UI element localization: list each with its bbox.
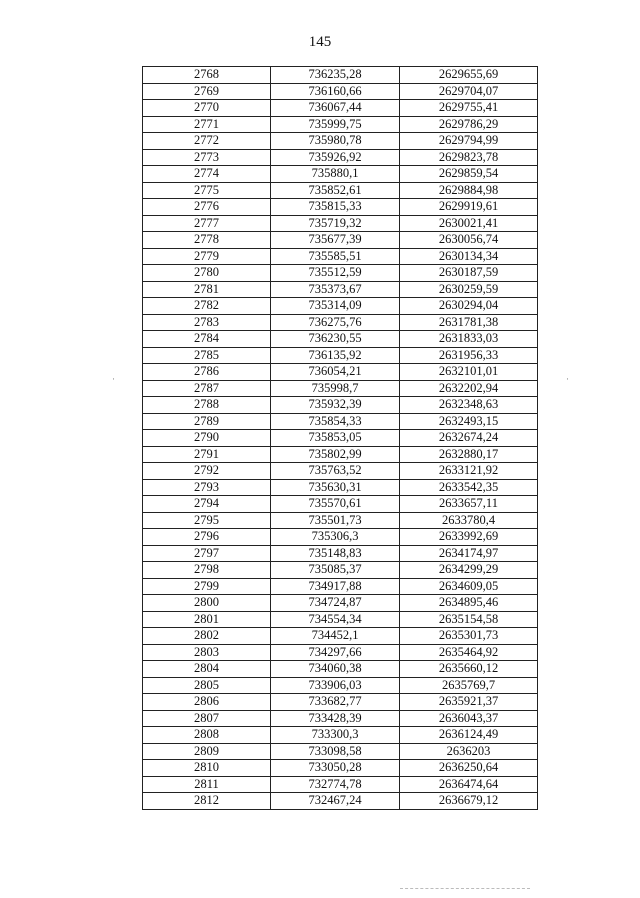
- point-number-cell: 2804: [143, 661, 271, 678]
- point-number-cell: 2779: [143, 248, 271, 265]
- point-number-cell: 2794: [143, 496, 271, 513]
- table-row: [143, 133, 538, 150]
- y-coordinate-cell: 2629859,54: [400, 166, 538, 183]
- y-coordinate-cell: 2629884,98: [400, 182, 538, 199]
- x-coordinate-cell: 735585,51: [271, 248, 400, 265]
- table-row: [143, 67, 538, 84]
- x-coordinate-cell: 735148,83: [271, 545, 400, 562]
- y-coordinate-cell: 2635464,92: [400, 644, 538, 661]
- point-number-cell: 2770: [143, 100, 271, 117]
- x-coordinate-cell: 735998,7: [271, 380, 400, 397]
- table-row: [143, 116, 538, 133]
- y-coordinate-cell: 2636250,64: [400, 760, 538, 777]
- y-coordinate-cell: 2629704,07: [400, 83, 538, 100]
- y-coordinate-cell: 2631781,38: [400, 314, 538, 331]
- table-row: [143, 298, 538, 315]
- y-coordinate-cell: 2632348,63: [400, 397, 538, 414]
- point-number-cell: 2805: [143, 677, 271, 694]
- x-coordinate-cell: 733428,39: [271, 710, 400, 727]
- x-coordinate-cell: 734724,87: [271, 595, 400, 612]
- x-coordinate-cell: 733050,28: [271, 760, 400, 777]
- scan-speck-right: ·: [566, 374, 569, 384]
- y-coordinate-cell: 2632674,24: [400, 430, 538, 447]
- y-coordinate-cell: 2635154,58: [400, 611, 538, 628]
- table-row: [143, 314, 538, 331]
- x-coordinate-cell: 735512,59: [271, 265, 400, 282]
- point-number-cell: 2782: [143, 298, 271, 315]
- y-coordinate-cell: 2633657,11: [400, 496, 538, 513]
- table-row: [143, 149, 538, 166]
- table-row: [143, 380, 538, 397]
- table-row: [143, 611, 538, 628]
- point-number-cell: 2790: [143, 430, 271, 447]
- table-row: [143, 529, 538, 546]
- y-coordinate-cell: 2633542,35: [400, 479, 538, 496]
- x-coordinate-cell: 735853,05: [271, 430, 400, 447]
- y-coordinate-cell: 2630021,41: [400, 215, 538, 232]
- y-coordinate-cell: 2634609,05: [400, 578, 538, 595]
- x-coordinate-cell: 735570,61: [271, 496, 400, 513]
- y-coordinate-cell: 2635921,37: [400, 694, 538, 711]
- table-row: [143, 776, 538, 793]
- x-coordinate-cell: 734554,34: [271, 611, 400, 628]
- table-row: [143, 562, 538, 579]
- x-coordinate-cell: 735306,3: [271, 529, 400, 546]
- point-number-cell: 2803: [143, 644, 271, 661]
- y-coordinate-cell: 2635301,73: [400, 628, 538, 645]
- point-number-cell: 2775: [143, 182, 271, 199]
- x-coordinate-cell: 734060,38: [271, 661, 400, 678]
- y-coordinate-cell: 2630294,04: [400, 298, 538, 315]
- coordinates-table-body: [143, 67, 538, 810]
- point-number-cell: 2795: [143, 512, 271, 529]
- x-coordinate-cell: 736235,28: [271, 67, 400, 84]
- point-number-cell: 2787: [143, 380, 271, 397]
- point-number-cell: 2798: [143, 562, 271, 579]
- table-row: [143, 215, 538, 232]
- table-row: [143, 512, 538, 529]
- table-row: [143, 694, 538, 711]
- table-row: [143, 479, 538, 496]
- y-coordinate-cell: 2635769,7: [400, 677, 538, 694]
- y-coordinate-cell: 2629794,99: [400, 133, 538, 150]
- table-row: [143, 182, 538, 199]
- y-coordinate-cell: 2636124,49: [400, 727, 538, 744]
- point-number-cell: 2769: [143, 83, 271, 100]
- point-number-cell: 2796: [143, 529, 271, 546]
- y-coordinate-cell: 2634299,29: [400, 562, 538, 579]
- y-coordinate-cell: 2634174,97: [400, 545, 538, 562]
- point-number-cell: 2776: [143, 199, 271, 216]
- x-coordinate-cell: 735880,1: [271, 166, 400, 183]
- table-row: [143, 595, 538, 612]
- point-number-cell: 2809: [143, 743, 271, 760]
- point-number-cell: 2799: [143, 578, 271, 595]
- table-row: [143, 644, 538, 661]
- table-row: [143, 578, 538, 595]
- table-row: [143, 628, 538, 645]
- table-row: [143, 677, 538, 694]
- scan-edge-mark: [400, 888, 530, 889]
- y-coordinate-cell: 2629919,61: [400, 199, 538, 216]
- x-coordinate-cell: 735373,67: [271, 281, 400, 298]
- point-number-cell: 2778: [143, 232, 271, 249]
- point-number-cell: 2797: [143, 545, 271, 562]
- x-coordinate-cell: 735932,39: [271, 397, 400, 414]
- x-coordinate-cell: 736067,44: [271, 100, 400, 117]
- table-row: [143, 727, 538, 744]
- y-coordinate-cell: 2633780,4: [400, 512, 538, 529]
- x-coordinate-cell: 733682,77: [271, 694, 400, 711]
- x-coordinate-cell: 735815,33: [271, 199, 400, 216]
- x-coordinate-cell: 736135,92: [271, 347, 400, 364]
- point-number-cell: 2802: [143, 628, 271, 645]
- table-row: [143, 463, 538, 480]
- x-coordinate-cell: 733300,3: [271, 727, 400, 744]
- point-number-cell: 2781: [143, 281, 271, 298]
- x-coordinate-cell: 735852,61: [271, 182, 400, 199]
- point-number-cell: 2811: [143, 776, 271, 793]
- point-number-cell: 2777: [143, 215, 271, 232]
- x-coordinate-cell: 735630,31: [271, 479, 400, 496]
- y-coordinate-cell: 2633121,92: [400, 463, 538, 480]
- y-coordinate-cell: 2636043,37: [400, 710, 538, 727]
- y-coordinate-cell: 2630134,34: [400, 248, 538, 265]
- point-number-cell: 2791: [143, 446, 271, 463]
- point-number-cell: 2792: [143, 463, 271, 480]
- x-coordinate-cell: 736054,21: [271, 364, 400, 381]
- x-coordinate-cell: 733098,58: [271, 743, 400, 760]
- x-coordinate-cell: 736275,76: [271, 314, 400, 331]
- point-number-cell: 2772: [143, 133, 271, 150]
- point-number-cell: 2800: [143, 595, 271, 612]
- table-row: [143, 760, 538, 777]
- table-row: [143, 496, 538, 513]
- point-number-cell: 2801: [143, 611, 271, 628]
- x-coordinate-cell: 735854,33: [271, 413, 400, 430]
- point-number-cell: 2768: [143, 67, 271, 84]
- table-row: [143, 265, 538, 282]
- point-number-cell: 2784: [143, 331, 271, 348]
- y-coordinate-cell: 2629655,69: [400, 67, 538, 84]
- scan-speck-left: ·: [112, 374, 115, 384]
- point-number-cell: 2771: [143, 116, 271, 133]
- table-row: [143, 248, 538, 265]
- table-row: [143, 232, 538, 249]
- table-row: [143, 430, 538, 447]
- table-row: [143, 743, 538, 760]
- point-number-cell: 2812: [143, 793, 271, 810]
- y-coordinate-cell: 2634895,46: [400, 595, 538, 612]
- x-coordinate-cell: 735677,39: [271, 232, 400, 249]
- y-coordinate-cell: 2636203: [400, 743, 538, 760]
- table-row: [143, 347, 538, 364]
- point-number-cell: 2793: [143, 479, 271, 496]
- y-coordinate-cell: 2629755,41: [400, 100, 538, 117]
- table-row: [143, 446, 538, 463]
- point-number-cell: 2807: [143, 710, 271, 727]
- y-coordinate-cell: 2636474,64: [400, 776, 538, 793]
- x-coordinate-cell: 735980,78: [271, 133, 400, 150]
- y-coordinate-cell: 2632101,01: [400, 364, 538, 381]
- y-coordinate-cell: 2632202,94: [400, 380, 538, 397]
- point-number-cell: 2773: [143, 149, 271, 166]
- table-row: [143, 710, 538, 727]
- table-row: [143, 83, 538, 100]
- table-row: [143, 199, 538, 216]
- y-coordinate-cell: 2633992,69: [400, 529, 538, 546]
- x-coordinate-cell: 736160,66: [271, 83, 400, 100]
- x-coordinate-cell: 735802,99: [271, 446, 400, 463]
- table-row: [143, 413, 538, 430]
- point-number-cell: 2774: [143, 166, 271, 183]
- y-coordinate-cell: 2630259,59: [400, 281, 538, 298]
- x-coordinate-cell: 735926,92: [271, 149, 400, 166]
- y-coordinate-cell: 2632880,17: [400, 446, 538, 463]
- point-number-cell: 2808: [143, 727, 271, 744]
- x-coordinate-cell: 734917,88: [271, 578, 400, 595]
- point-number-cell: 2806: [143, 694, 271, 711]
- x-coordinate-cell: 735763,52: [271, 463, 400, 480]
- y-coordinate-cell: 2631833,03: [400, 331, 538, 348]
- page-number: 145: [308, 34, 332, 50]
- x-coordinate-cell: 735314,09: [271, 298, 400, 315]
- point-number-cell: 2789: [143, 413, 271, 430]
- y-coordinate-cell: 2630056,74: [400, 232, 538, 249]
- point-number-cell: 2780: [143, 265, 271, 282]
- table-row: [143, 661, 538, 678]
- table-row: [143, 545, 538, 562]
- point-number-cell: 2786: [143, 364, 271, 381]
- x-coordinate-cell: 734452,1: [271, 628, 400, 645]
- x-coordinate-cell: 736230,55: [271, 331, 400, 348]
- table-row: [143, 331, 538, 348]
- x-coordinate-cell: 735719,32: [271, 215, 400, 232]
- x-coordinate-cell: 733906,03: [271, 677, 400, 694]
- x-coordinate-cell: 732774,78: [271, 776, 400, 793]
- y-coordinate-cell: 2631956,33: [400, 347, 538, 364]
- point-number-cell: 2785: [143, 347, 271, 364]
- point-number-cell: 2783: [143, 314, 271, 331]
- x-coordinate-cell: 735999,75: [271, 116, 400, 133]
- x-coordinate-cell: 735085,37: [271, 562, 400, 579]
- table-row: [143, 100, 538, 117]
- x-coordinate-cell: 732467,24: [271, 793, 400, 810]
- table-row: [143, 166, 538, 183]
- table-row: [143, 793, 538, 810]
- x-coordinate-cell: 735501,73: [271, 512, 400, 529]
- point-number-cell: 2810: [143, 760, 271, 777]
- y-coordinate-cell: 2629823,78: [400, 149, 538, 166]
- table-row: [143, 364, 538, 381]
- y-coordinate-cell: 2635660,12: [400, 661, 538, 678]
- y-coordinate-cell: 2629786,29: [400, 116, 538, 133]
- y-coordinate-cell: 2636679,12: [400, 793, 538, 810]
- x-coordinate-cell: 734297,66: [271, 644, 400, 661]
- table-row: [143, 397, 538, 414]
- table-row: [143, 281, 538, 298]
- y-coordinate-cell: 2632493,15: [400, 413, 538, 430]
- coordinates-table: [142, 66, 538, 810]
- point-number-cell: 2788: [143, 397, 271, 414]
- y-coordinate-cell: 2630187,59: [400, 265, 538, 282]
